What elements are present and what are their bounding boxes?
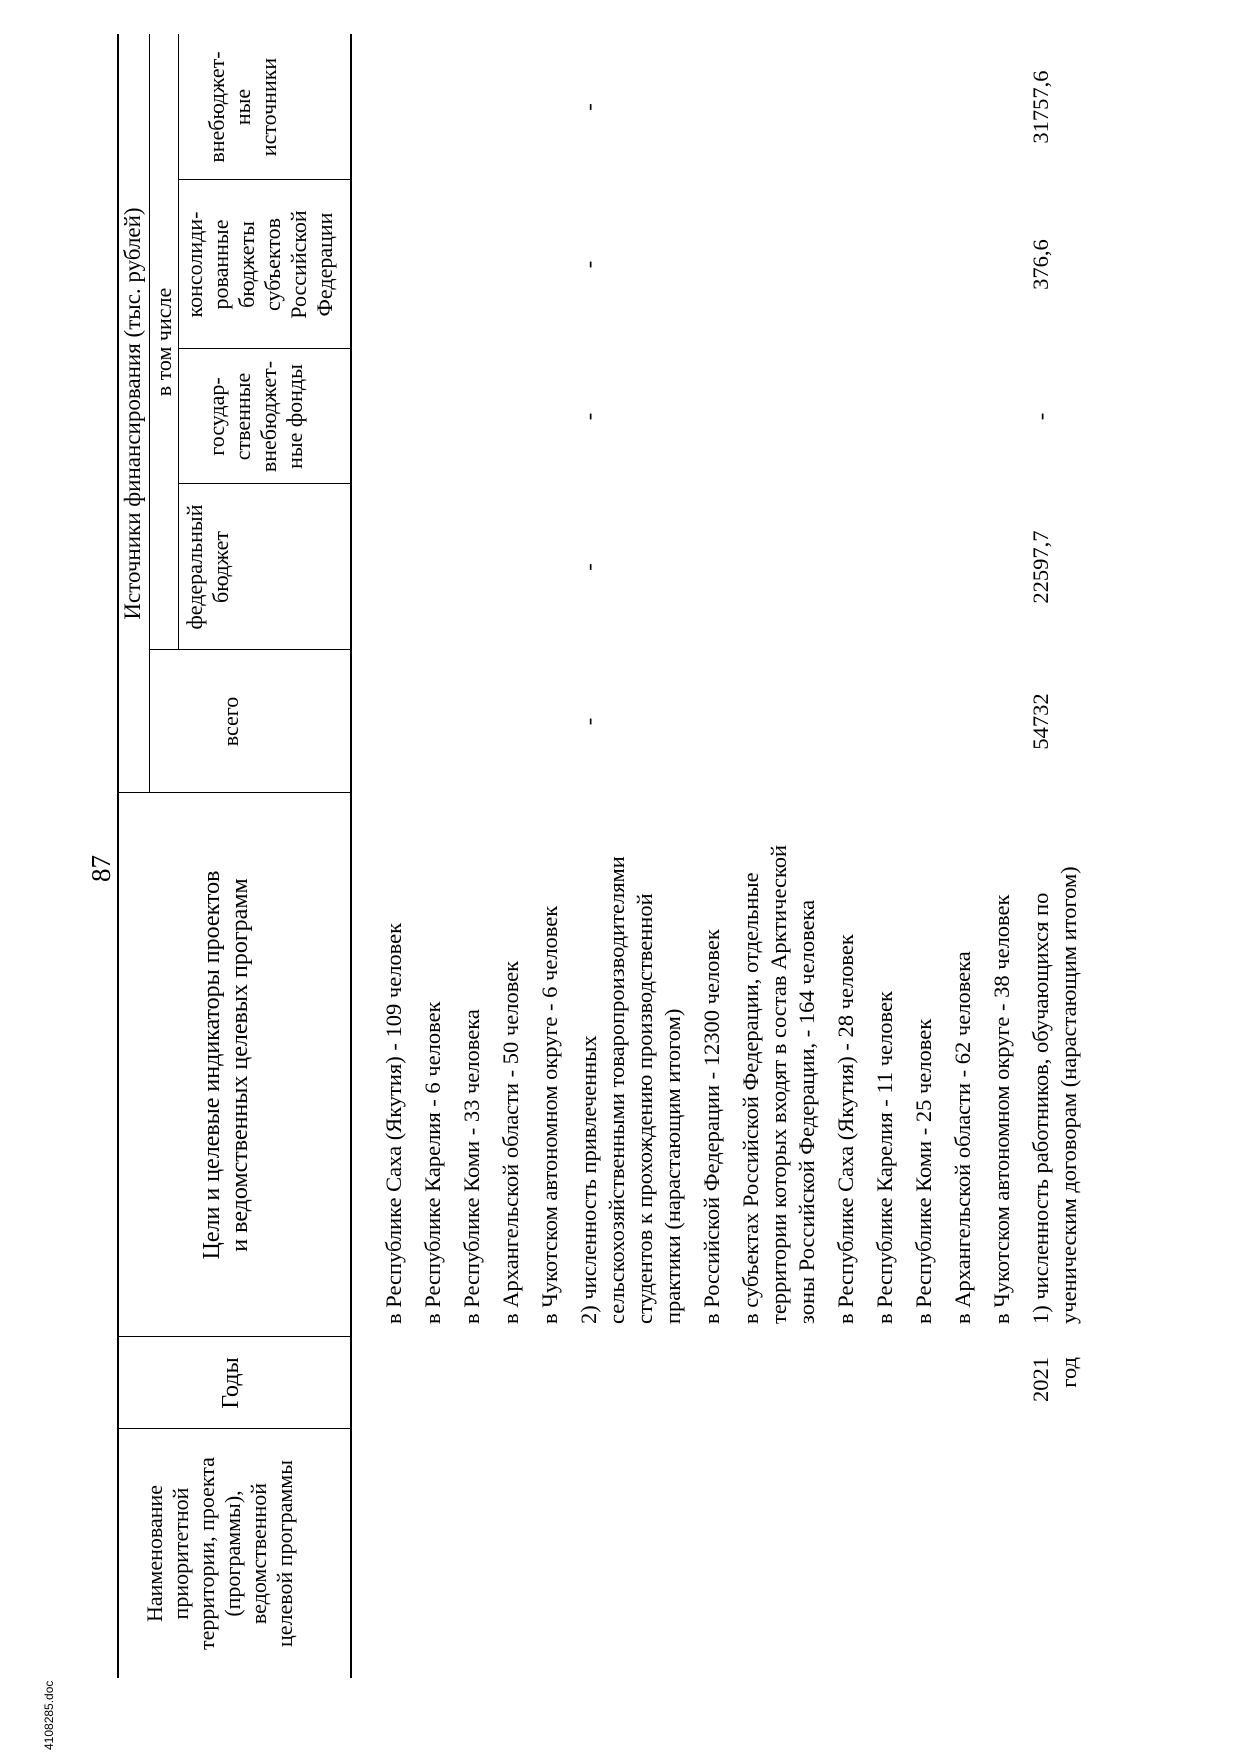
row-goal: в Республике Карелия - 6 человек [420,1001,445,1324]
table-row [575,0,687,1754]
table-row [988,0,1016,1754]
row-goal: в Республике Коми - 25 человек [911,1018,936,1324]
value-extrabudget: 31757,6 [1028,70,1053,144]
table-row [536,0,564,1754]
value-regional: - [576,260,601,269]
header-extrabudget: внебюджет- ные источники [204,51,281,163]
row-goal: в Архангельской области - 62 человека [950,951,975,1324]
document-filename: 4108285.doc [42,1680,56,1750]
table-row [737,0,821,1754]
header-state-funds: государ- ственные внебюджет- ные фонды [204,360,307,473]
value-state-funds: - [576,412,601,421]
value-state-funds: - [1028,412,1053,421]
table-row [1027,0,1083,1754]
row-goal: в Республике Коми - 33 человека [459,1009,484,1324]
table-row [380,0,408,1754]
header-name: Наименование приоритетной территории, проекта (программы), ведомственной целевой программы [142,1457,297,1650]
table-top-rule [117,34,119,1678]
header-years: Годы [218,1357,244,1409]
table-row [832,0,860,1754]
header-total: всего [218,696,243,747]
header-federal: федеральный бюджет [182,504,233,630]
row-goal: в Чукотском автономном округе - 6 человек [537,905,562,1324]
header-regional: консолиди- рованные бюджеты субъектов Российской Федерации [182,210,337,319]
table-row [419,0,447,1754]
table-row [458,0,486,1754]
row-years: 2021 год [1028,1357,1081,1402]
value-extrabudget: - [576,103,601,111]
value-total: - [576,717,601,726]
value-federal: - [576,563,601,571]
table-body [380,0,1094,1754]
row-goal: в Архангельской области - 50 человек [498,960,523,1324]
row-goal: в Республике Саха (Якутия) - 28 человек [833,934,858,1324]
value-total: 54732 [1028,693,1053,750]
row-goal: в Республике Саха (Якутия) - 109 человек [381,922,406,1324]
value-regional: 376,6 [1028,239,1053,290]
table-row [698,0,726,1754]
column-divider [149,649,351,650]
header-goals: Цели и целевые индикаторы проектов и ведомственных целевых программ [199,870,253,1260]
row-goal: в субъектах Российской Федерации, отдельные территории которых входят в состав Арктической зоны Российской Федерации, - 164 человека [738,844,819,1324]
row-divider [149,34,150,793]
header-funding: Источники финансирования (тыс. рублей) [120,207,145,620]
row-goal: в Российской Федерации - 12300 человек [699,929,724,1324]
row-goal: в Республике Карелия - 11 человек [872,991,897,1324]
table-row [871,0,899,1754]
table-row [497,0,525,1754]
page-number: 87 [86,855,116,882]
row-goal: в Чукотском автономном округе - 38 человек [989,894,1014,1324]
row-goal: 2) численность привлеченных сельскохозяйственными товаропроизводителями студентов к прохождению производственной практики (нарастающим итогом) [576,856,685,1324]
row-goal: 1) численность работников, обучающихся по ученическим договорам (нарастающим итогом) [1028,866,1081,1324]
header-including: в том числе [151,287,176,397]
table-row [910,0,938,1754]
row-divider [178,34,179,650]
value-federal: 22597,7 [1028,530,1053,604]
table-row [949,0,977,1754]
header-bottom-rule [350,34,352,1678]
